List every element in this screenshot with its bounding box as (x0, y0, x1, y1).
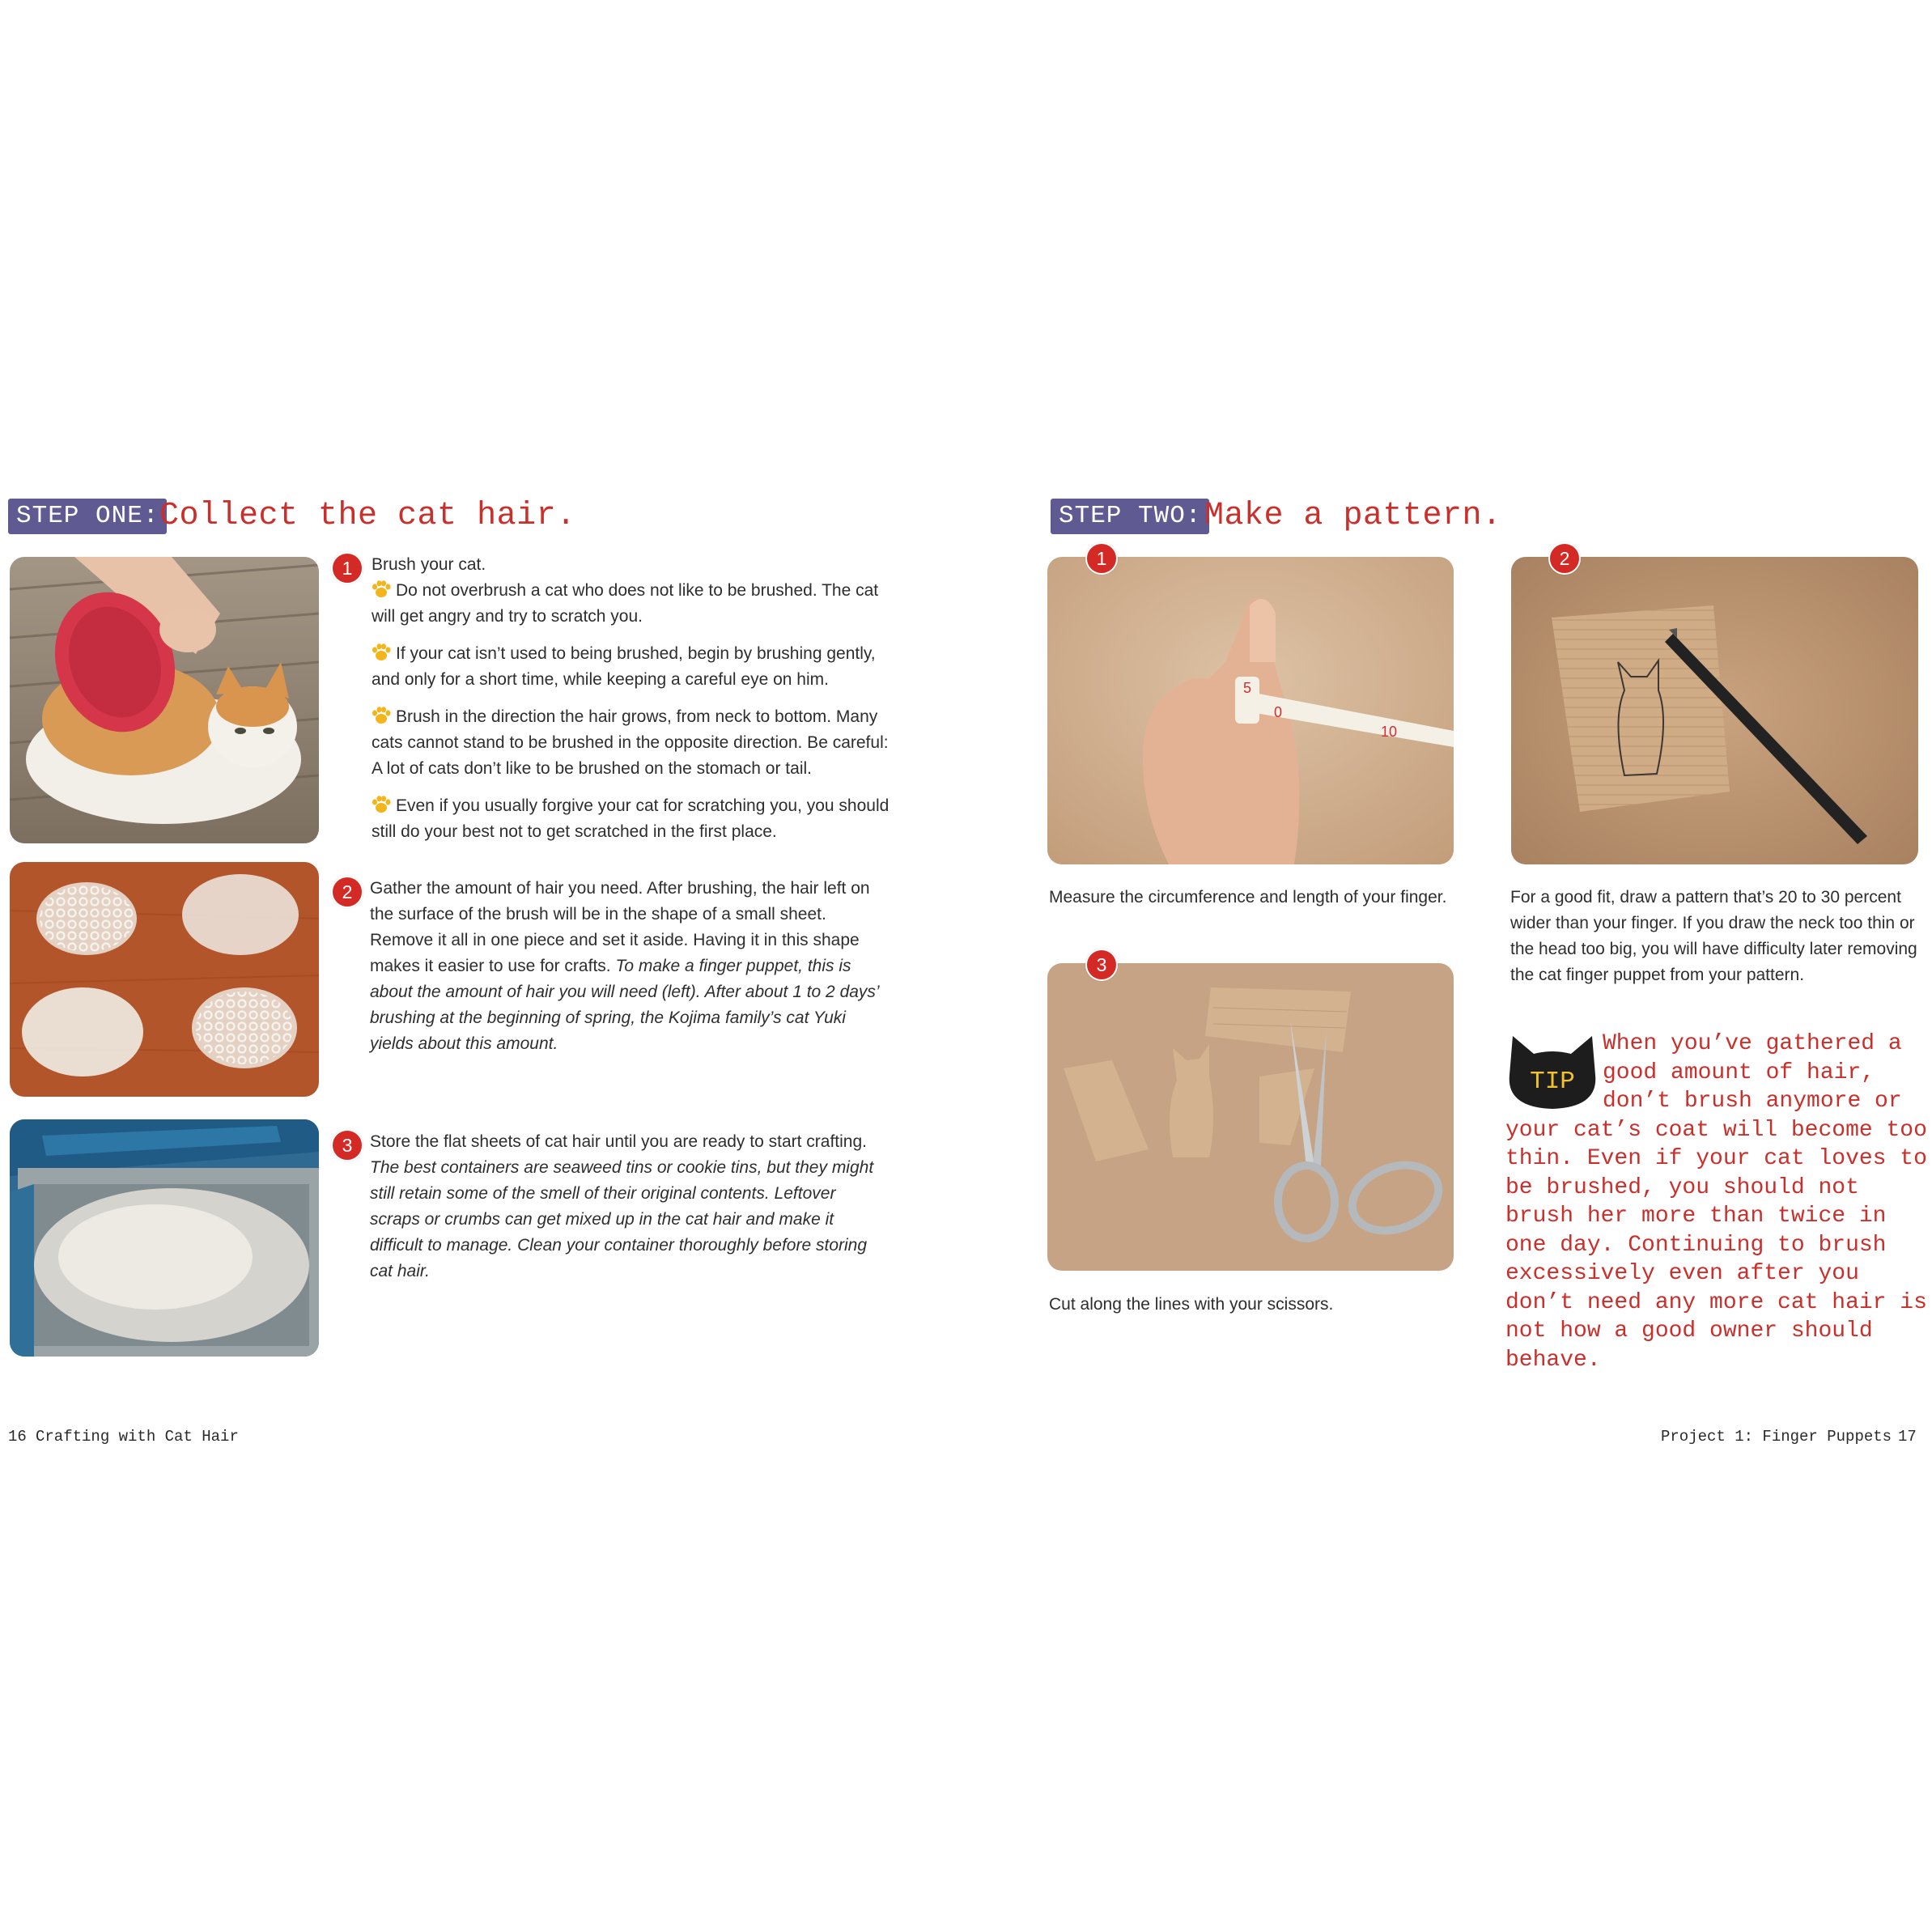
left-running-title: Crafting with Cat Hair (36, 1428, 239, 1446)
item-1-lead: Brush your cat. (372, 555, 486, 574)
item-1-bullet-3: Brush in the direction the hair grows, from neck to bottom. Many cats cannot stand to be brushed in the opposite direction. Be careful: A lot of cats don’t like to be brushed on the stomach or tail. (372, 707, 889, 778)
item-2-text: Gather the amount of hair you need. After brushing, the hair left on the surface of the brush will be in the shape of a small sheet. Remove it all in one piece and set it aside. Having it in this shape makes it easier to use for crafts. (370, 879, 870, 975)
step-one-number-1: 1 (331, 552, 363, 584)
tip-text-indent (1505, 1030, 1603, 1115)
tape-number-0: 0 (1274, 704, 1283, 720)
photo-brushing-cat (10, 557, 319, 843)
paw-icon (372, 643, 391, 661)
step-one-item-2-text (370, 876, 888, 1057)
step-one-badge: STEP ONE: (8, 499, 167, 534)
tip-text: When you’ve gathered a good amount of hair, don’t brush anymore or your cat’s coat will become too thin. Even if your cat loves to be brushed, you should not brush her more than twice in one day. Continuing to brush excessively even after you don’t need any more cat hair is not how a good owner should behave. (1505, 1031, 1927, 1373)
step-two-title: Make a pattern. (1204, 498, 1502, 534)
photo-hair-sheets (10, 862, 319, 1097)
photo-tin-storage (10, 1119, 319, 1357)
step-one-number-2: 2 (331, 876, 363, 908)
paw-icon (372, 707, 391, 724)
step-one-item-1-text (372, 552, 890, 856)
step-two-number-2: 2 (1548, 542, 1581, 575)
item-1-bullet-4: Even if you usually forgive your cat for scratching you, you should still do your best not to get scratched in the first place. (372, 796, 890, 841)
right-running-title: Project 1: Finger Puppets (1661, 1428, 1892, 1446)
item-2-italic-note: To make a finger puppet, this is about the amount of hair you will need (left). After about 1 to 2 days’ brushing at the beginning of spring, the Kojima family’s cat Yuki yields about this amount. (370, 957, 879, 1053)
step-two-number-3: 3 (1085, 949, 1118, 981)
caption-cut: Cut along the lines with your scissors. (1049, 1295, 1334, 1314)
left-page-number: 16 (8, 1428, 27, 1446)
paw-icon (372, 580, 391, 598)
step-two-number-1: 1 (1085, 542, 1118, 575)
photo-cut-pattern (1047, 963, 1454, 1271)
step-one-item-3-text (370, 1129, 888, 1284)
photo-measure-finger (1047, 557, 1454, 864)
step-one-number-3: 3 (331, 1129, 363, 1161)
tape-number-10: 10 (1381, 724, 1398, 740)
caption-draw-pattern: For a good fit, draw a pattern that’s 20 to 30 percent wider than your finger. If you draw the neck too thin or the head too big, you will have difficulty later removing the cat finger puppet from your pattern. (1510, 888, 1917, 984)
right-page-number: 17 (1898, 1428, 1917, 1446)
item-3-text: Store the flat sheets of cat hair until you are ready to start crafting. (370, 1132, 867, 1151)
item-1-bullet-2: If your cat isn’t used to being brushed, begin by brushing gently, and only for a short time, while keeping a careful eye on him. (372, 644, 876, 689)
item-3-italic-note: The best containers are seaweed tins or cookie tins, but they might still retain some of the smell of their original contents. Leftover scraps or crumbs can get mixed up in the cat hair and make it difficult to manage. Clean your container thoroughly before storing cat hair. (370, 1158, 874, 1280)
paw-icon (372, 796, 391, 813)
item-1-bullet-1: Do not overbrush a cat who does not like to be brushed. The cat will get angry and try to scratch you. (372, 581, 879, 626)
photo-draw-pattern (1511, 557, 1918, 864)
tape-number-5: 5 (1242, 680, 1252, 696)
tip-label: TIP (1530, 1068, 1575, 1096)
step-two-badge: STEP TWO: (1051, 499, 1209, 534)
step-one-title: Collect the cat hair. (159, 498, 576, 534)
caption-measure: Measure the circumference and length of your finger. (1049, 888, 1447, 907)
